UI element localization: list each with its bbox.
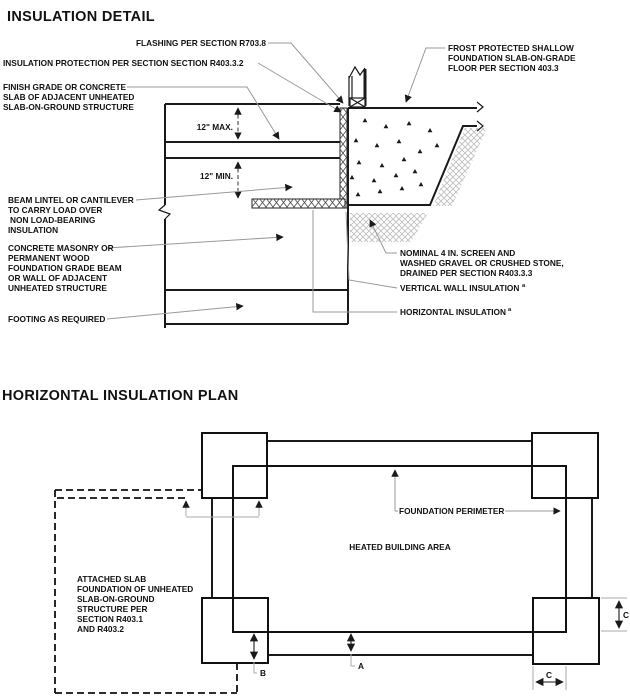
corner-offset-dimension (186, 501, 259, 517)
leader-fpsf (406, 48, 445, 102)
label-dim-c-horizontal: C (546, 670, 552, 680)
footnote-a-horizontal: a (508, 307, 512, 313)
footnote-a-vertical: a (522, 283, 526, 289)
horizontal-insulation-hatch (252, 199, 345, 208)
concrete-specks (350, 118, 440, 196)
detail-leaders (107, 43, 445, 319)
label-insulation-protection: INSULATION PROTECTION PER SECTION SECTION R403.3.2 (3, 58, 244, 68)
label-dim-c-vertical: C (623, 610, 629, 620)
dimension-a (351, 634, 364, 671)
horizontal-insulation-plan-drawing (2, 388, 629, 693)
label-beam-lintel-3: NON LOAD-BEARING (10, 215, 96, 225)
label-finish-grade-2: SLAB OF ADJACENT UNHEATED (3, 92, 135, 102)
label-concrete-masonry-1: CONCRETE MASONRY OR (8, 243, 114, 253)
label-attached-slab-2: FOUNDATION OF UNHEATED (77, 584, 194, 594)
label-attached-slab-3: SLAB-ON-GROUND (77, 594, 155, 604)
plan-title: HORIZONTAL INSULATION PLAN (2, 388, 239, 404)
detail-title: INSULATION DETAIL (7, 9, 155, 25)
label-vertical-wall-insulation: VERTICAL WALL INSULATION (400, 283, 520, 293)
label-gravel-3: DRAINED PER SECTION R403.3.3 (400, 268, 533, 278)
leader-footing (107, 306, 243, 319)
break-symbol-slab-top (477, 102, 483, 112)
label-attached-slab-4: STRUCTURE PER (77, 604, 148, 614)
insulation-detail-drawing (3, 9, 576, 328)
attached-slab-annotation (77, 574, 193, 634)
gravel-hatch-base (350, 213, 428, 242)
label-beam-lintel-1: BEAM LINTEL OR CANTILEVER (8, 195, 134, 205)
label-finish-grade-1: FINISH GRADE OR CONCRETE (3, 82, 127, 92)
detail-dimensions (197, 108, 238, 198)
label-dim-b: B (260, 668, 266, 678)
leader-flashing (268, 43, 343, 103)
label-concrete-masonry-2: PERMANENT WOOD (8, 253, 90, 263)
label-fpsf-1: FROST PROTECTED SHALLOW (448, 43, 574, 53)
gravel-hatch-slope (433, 128, 487, 206)
detail-labels (3, 38, 576, 324)
corner-block-bottom-left (202, 598, 268, 663)
label-fpsf-2: FOUNDATION SLAB-ON-GRADE (448, 53, 576, 63)
label-horizontal-insulation: HORIZONTAL INSULATION (400, 307, 507, 317)
label-gravel-2: WASHED GRAVEL OR CRUSHED STONE, (400, 258, 564, 268)
label-fpsf-3: FLOOR PER SECTION 403.3 (448, 63, 559, 73)
label-concrete-masonry-4: OR WALL OF ADJACENT (8, 273, 108, 283)
label-concrete-masonry-3: FOUNDATION GRADE BEAM (8, 263, 122, 273)
gravel-hatch (350, 128, 487, 242)
leader-beam-lintel (136, 187, 292, 200)
label-attached-slab-6: AND R403.2 (77, 624, 125, 634)
stud-wall (349, 67, 365, 107)
dim-12-max-label: 12" MAX. (196, 122, 233, 132)
label-concrete-masonry-5: UNHEATED STRUCTURE (8, 283, 107, 293)
label-attached-slab-1: ATTACHED SLAB (77, 574, 147, 584)
unheated-structure-lines (159, 104, 348, 328)
label-heated-building-area: HEATED BUILDING AREA (349, 542, 451, 552)
leader-concrete-masonry (107, 237, 283, 248)
break-symbol-left (159, 205, 170, 219)
dim-12-min-label: 12" MIN. (200, 171, 233, 181)
label-beam-lintel-4: INSULATION (8, 225, 59, 235)
dimension-c-vertical (601, 598, 629, 631)
footing-outline (165, 290, 348, 324)
label-flashing: FLASHING PER SECTION R703.8 (135, 38, 266, 48)
label-dim-a: A (358, 661, 364, 671)
label-attached-slab-5: SECTION R403.1 (77, 614, 143, 624)
vertical-insulation-hatch (340, 108, 347, 208)
label-foundation-perimeter: FOUNDATION PERIMETER (399, 506, 505, 516)
label-footing: FOOTING AS REQUIRED (8, 314, 106, 324)
label-beam-lintel-2: TO CARRY LOAD OVER (8, 205, 103, 215)
dimension-c-horizontal (533, 666, 566, 690)
label-finish-grade-3: SLAB-ON-GROUND STRUCTURE (3, 102, 134, 112)
label-gravel-1: NOMINAL 4 IN. SCREEN AND (400, 248, 516, 258)
